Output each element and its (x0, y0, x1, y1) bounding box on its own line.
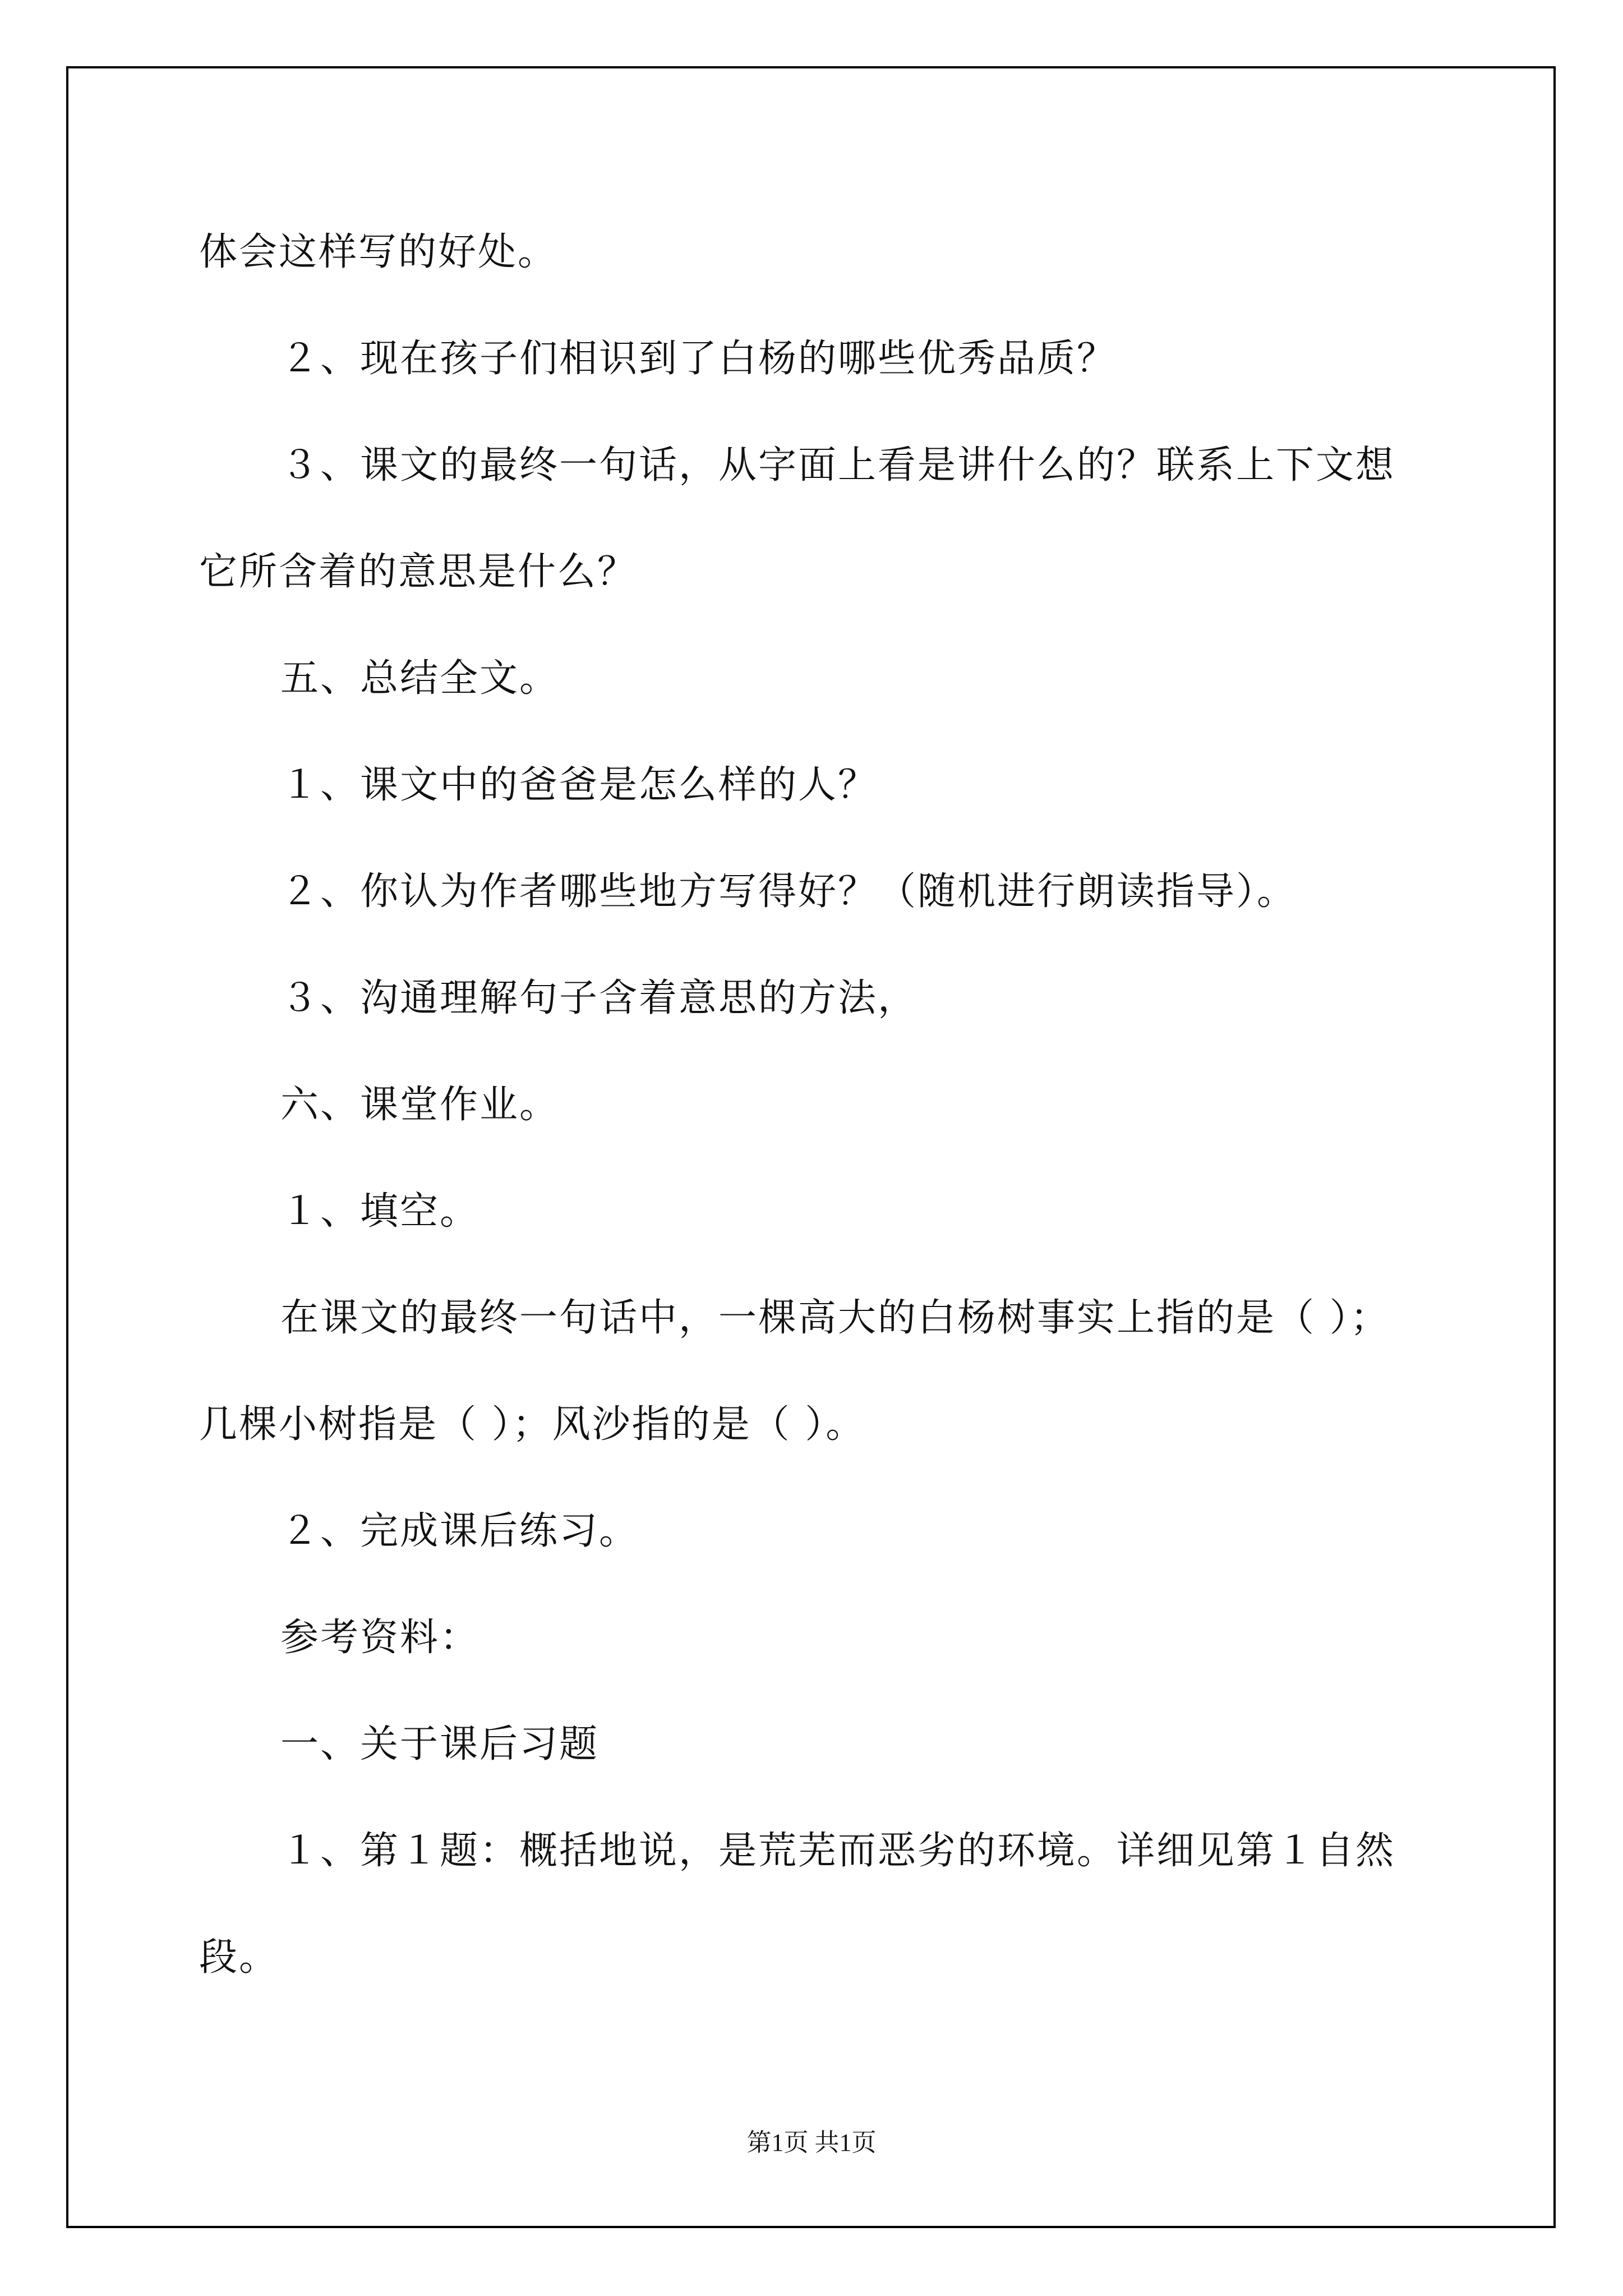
text-line: １、第１题：概括地说，是荒芜而恶劣的环境。详细见第１自然 (280, 1829, 1396, 1873)
text-line: １、填空。 (280, 1189, 480, 1234)
text-line: 它所含着的意思是什么？ (199, 550, 638, 594)
text-line: 段。 (199, 1935, 279, 1980)
section-heading: 五、总结全文。 (280, 656, 560, 701)
text-line: 几棵小树指是（ ）；风沙指的是（ ）。 (199, 1402, 866, 1447)
text-line: 在课文的最终一句话中，一棵高大的白杨树事实上指的是（ ）； (280, 1296, 1390, 1340)
text-line: ３、沟通理解句子含着意思的方法， (280, 976, 918, 1020)
text-line: ２、完成课后练习。 (280, 1509, 639, 1553)
section-heading: 参考资料： (280, 1616, 480, 1660)
text-line: ２、现在孩子们相识到了白杨的哪些优秀品质？ (280, 337, 1117, 381)
text-line: １、课文中的爸爸是怎么样的人？ (280, 763, 878, 807)
section-heading: 一、关于课后习题 (280, 1722, 600, 1766)
section-heading: 六、课堂作业。 (280, 1083, 560, 1127)
text-line: ３、课文的最终一句话，从字面上看是讲什么的？联系上下文想 (280, 443, 1396, 487)
page-footer: 第1页 共1页 (746, 2129, 877, 2156)
text-line: ２、你认为作者哪些地方写得好？（随机进行朗读指导）。 (280, 869, 1297, 914)
page-border (66, 66, 1556, 2228)
text-line: 体会这样写的好处。 (199, 230, 558, 274)
